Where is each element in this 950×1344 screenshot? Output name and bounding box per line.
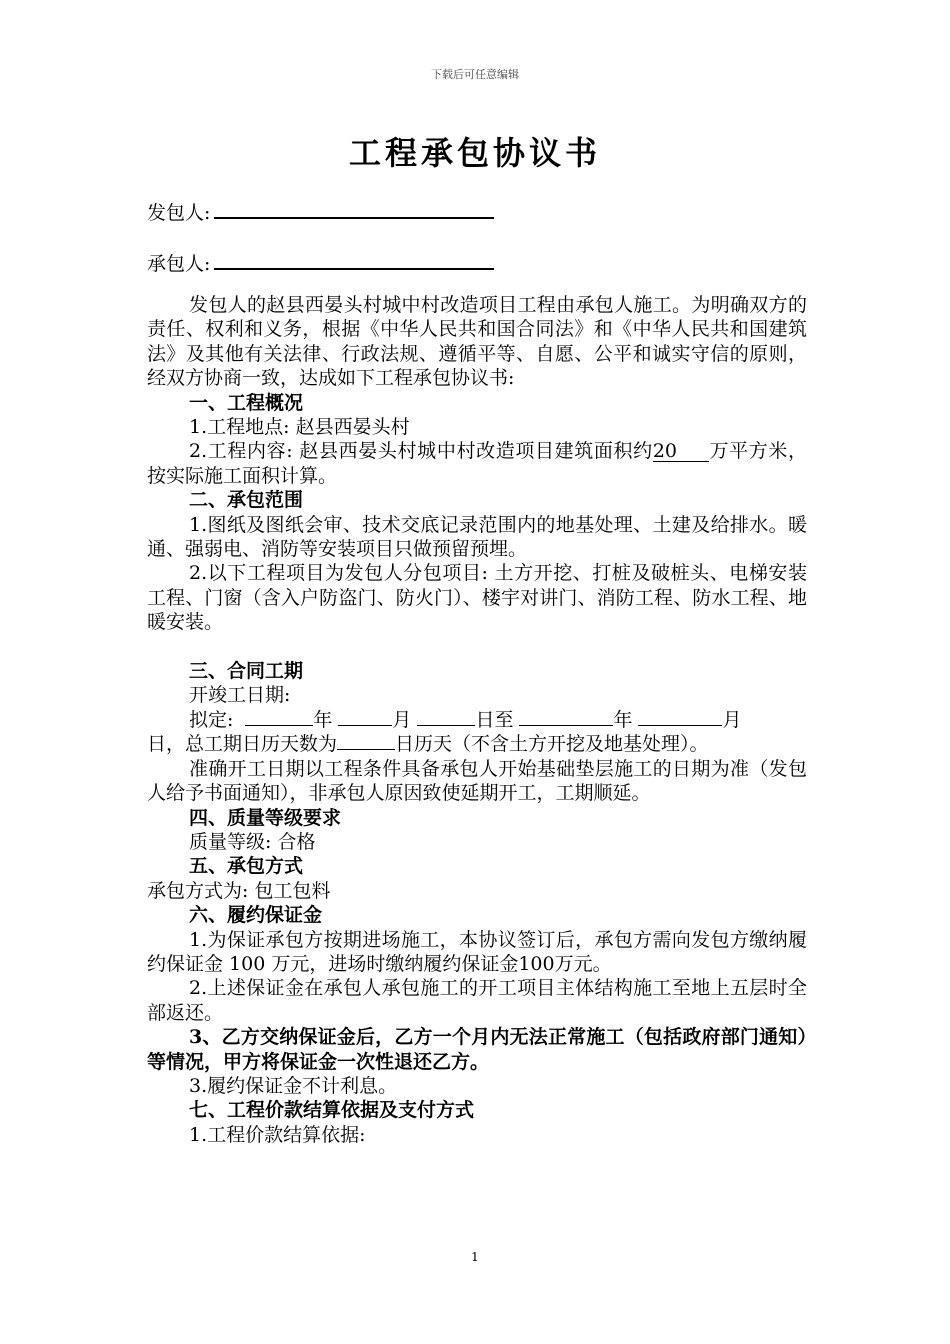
total-text: ，总工期日历天数为 (166, 733, 338, 756)
year-label-2: 年 (613, 708, 633, 731)
contractor-label: 承包人: (147, 253, 211, 275)
section-1-item-1: 1.工程地点: 赵县西晏头村 (189, 416, 410, 439)
page-header: 下载后可任意编辑 (431, 68, 519, 81)
section-6-item-4: 3.履约保证金不计利息。 (189, 1074, 398, 1097)
section-7-heading: 七、工程价款结算依据及支付方式 (189, 1099, 475, 1122)
month-label-2: 月 (722, 708, 742, 731)
document-body (147, 293, 807, 1147)
document-title: 工程承包协议书 (348, 134, 601, 172)
employer-line (147, 199, 494, 226)
day-label: 日 (147, 733, 167, 756)
section-3-line-1: 开竣工日期: (189, 684, 291, 707)
section-5-item: 承包方式为: 包工包料 (147, 879, 331, 902)
page-number: 1 (471, 1250, 479, 1264)
start-month-blank (338, 725, 392, 726)
section-1-heading: 一、工程概况 (189, 391, 304, 414)
end-month-blank (638, 725, 722, 726)
draft-label: 拟定: (189, 708, 234, 731)
section-1-item-2 (147, 439, 807, 488)
section-3-schedule (147, 708, 807, 732)
item-2-text-end: 万平方米，按实际施工面积计算。 (147, 440, 807, 487)
month-label: 月 (392, 708, 412, 731)
area-value: 20 (653, 441, 709, 462)
section-6-item-2: 2.上述保证金在承包人承包施工的开工项目主体结构施工至地上五层时全部返还。 (147, 977, 807, 1024)
contractor-line (147, 250, 494, 277)
year-label: 年 (313, 708, 333, 731)
section-4-heading: 四、质量等级要求 (189, 806, 342, 829)
section-2-heading: 二、承包范围 (189, 489, 304, 512)
blank-line (147, 635, 807, 659)
item-2-text: 2.工程内容: 赵县西晏头村城中村改造项目建筑面积约 (189, 440, 653, 463)
total-text-end: 日历天（不含土方开挖及地基处理）。 (395, 733, 709, 756)
employer-blank (214, 199, 494, 219)
section-6-item-1: 1.为保证承包方按期进场施工，本协议签订后，承包方需向发包方缴纳履约保证金 100 万元，进场时缴纳履约保证金100万元。 (147, 928, 807, 975)
section-2-item-2: 2.以下工程项目为发包人分包项目: 土方开挖、打桩及破桩头、电梯安装工程、门窗（含入户防盗门、防火门）、楼宇对讲门、消防工程、防水工程、地暖安装。 (147, 562, 807, 634)
section-2-item-1: 1.图纸及图纸会审、技术交底记录范围内的地基处理、土建及给排水。暖通、强弱电、消防等安装项目只做预留预埋。 (147, 513, 807, 561)
total-days-blank (337, 749, 395, 750)
contractor-blank (214, 250, 494, 270)
end-year-blank (519, 725, 613, 726)
employer-label: 发包人: (147, 202, 211, 224)
section-3-total (147, 732, 807, 756)
section-5-heading: 五、承包方式 (189, 855, 304, 878)
section-7-item-1: 1.工程价款结算依据: (189, 1123, 366, 1146)
start-day-blank (417, 725, 475, 726)
section-6-heading: 六、履约保证金 (189, 904, 323, 927)
intro-paragraph: 发包人的赵县西晏头村城中村改造项目工程由承包人施工。为明确双方的责任、权利和义务，根据《中华人民共和国合同法》和《中华人民共和国建筑法》及其他有关法律、行政法规、遵循平等、自愿、公平和诚实守信的原则，经双方协商一致，达成如下工程承包协议书: (147, 294, 807, 390)
section-4-item: 质量等级: 合格 (189, 830, 316, 853)
start-year-blank (245, 725, 313, 726)
section-3-heading: 三、合同工期 (189, 660, 304, 683)
day-to-label: 日至 (475, 708, 514, 731)
section-3-paragraph: 准确开工日期以工程条件具备承包人开始基础垫层施工的日期为准（发包人给予书面通知），非承包人原因致使延期开工，工期顺延。 (147, 757, 807, 805)
section-6-item-3: 3、乙方交纳保证金后，乙方一个月内无法正常施工（包括政府部门通知）等情况，甲方将保证金一次性退还乙方。 (147, 1026, 807, 1073)
